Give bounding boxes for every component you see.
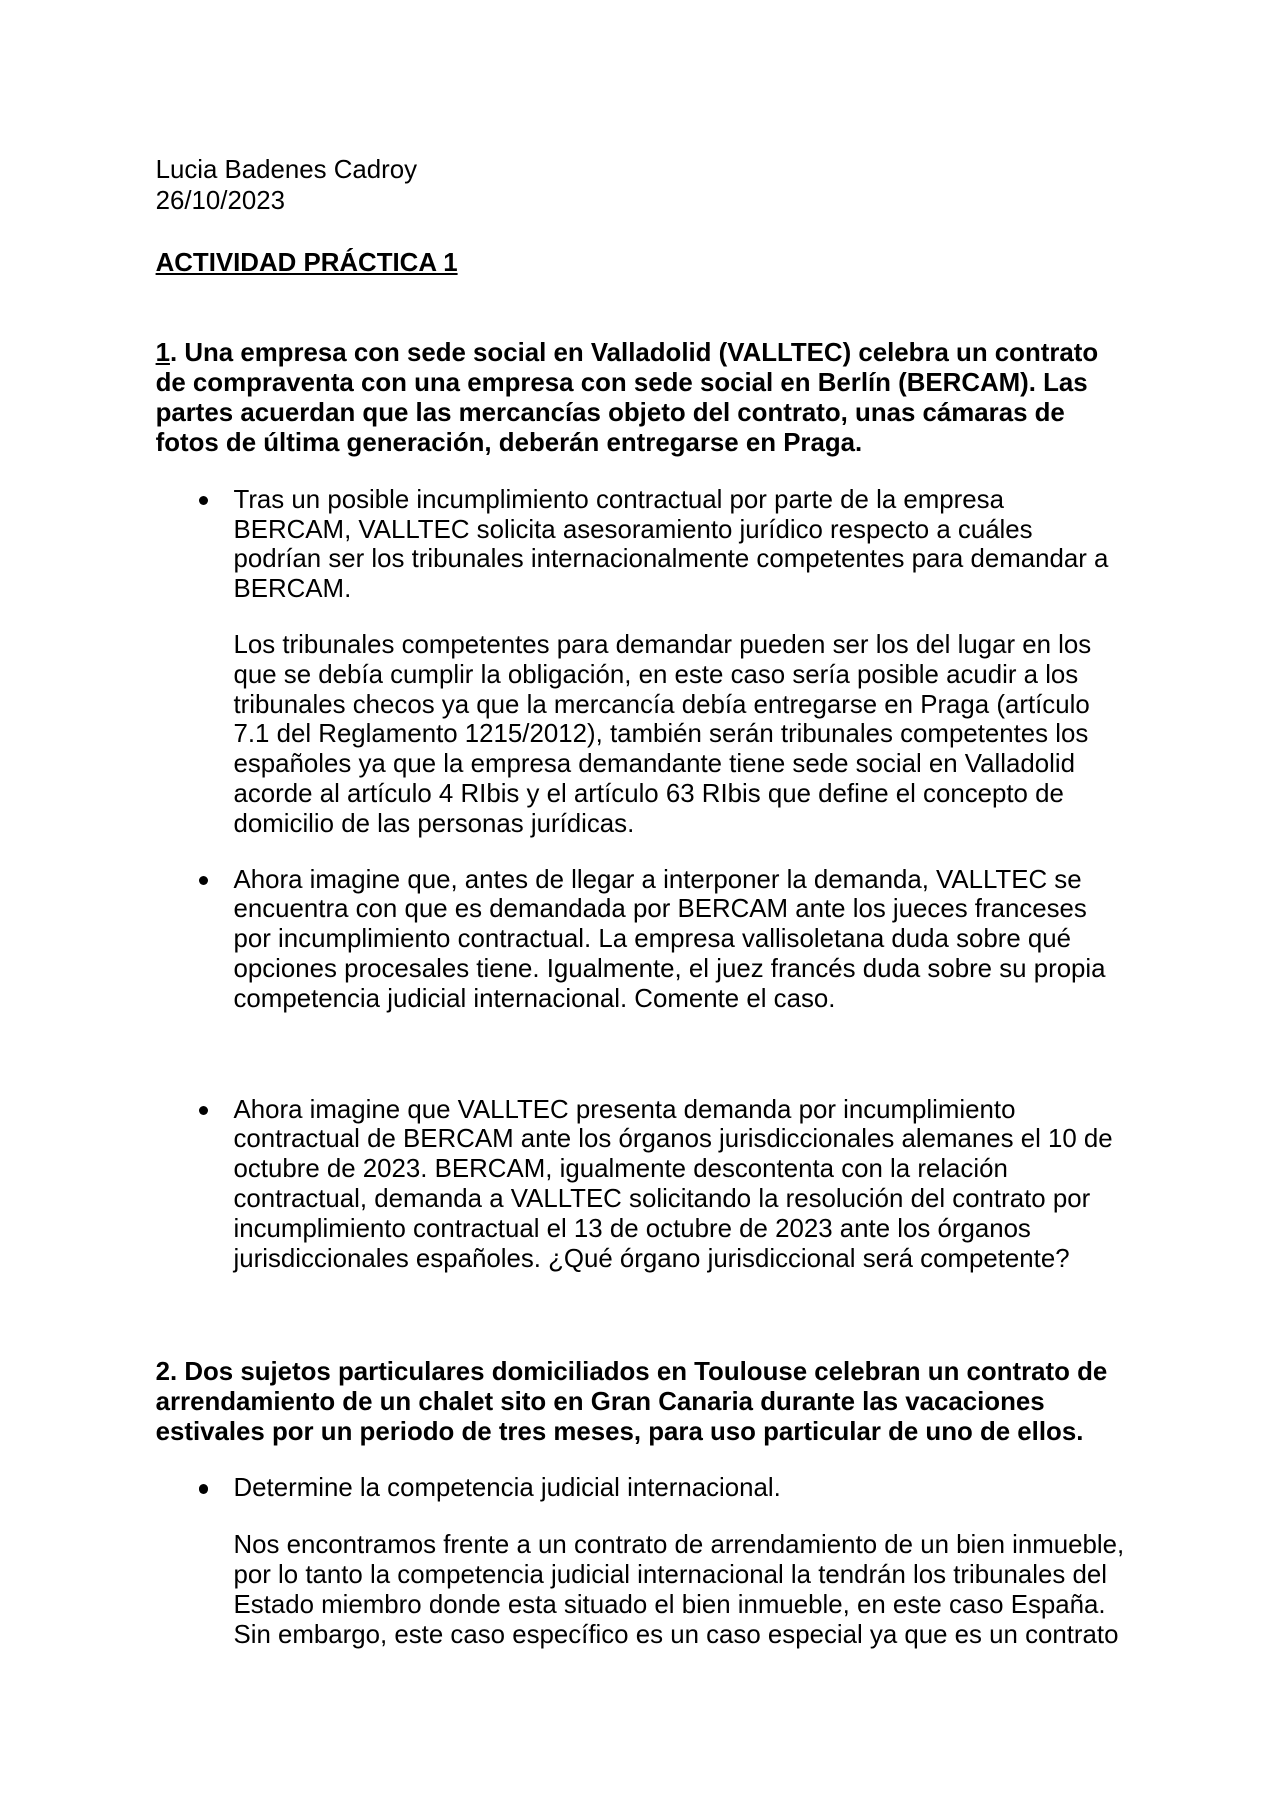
text-line: encuentra con que es demandada por BERCAM ante los jueces franceses: [233, 895, 1087, 924]
text-line: Nos encontramos frente a un contrato de arrendamiento de un bien inmueble,: [233, 1531, 1125, 1560]
text-line: españoles ya que la empresa demandante tiene sede social en Valladolid: [233, 750, 1075, 779]
question-2-statement: [156, 1358, 1108, 1448]
text-line: partes acuerdan que las mercancías objeto del contrato, unas cámaras de: [155, 399, 1065, 428]
bullet-icon: [199, 496, 208, 505]
text-line: ACTIVIDAD PRÁCTICA 1: [155, 248, 458, 277]
text-line: contractual de BERCAM ante los órganos jurisdiccionales alemanes el 10 de: [233, 1125, 1113, 1154]
text-line: Ahora imagine que, antes de llegar a interponer la demanda, VALLTEC se: [233, 865, 1082, 894]
bullet-icon: [199, 876, 208, 885]
text-line: fotos de última generación, deberán entregarse en Praga.: [155, 428, 863, 457]
text-line: Tras un posible incumplimiento contractual por parte de la empresa: [233, 485, 1004, 514]
text-line: estivales por un periodo de tres meses, para uso particular de uno de ellos.: [155, 1417, 1084, 1446]
bullet-icon: [199, 1484, 208, 1493]
text-line: incumplimiento contractual el 13 de octubre de 2023 ante los órganos: [233, 1214, 1031, 1243]
text-line: tribunales checos ya que la mercancía debía entregarse en Praga (artículo: [233, 690, 1090, 719]
bullet-icon: [199, 1106, 208, 1115]
text-line: opciones procesales tiene. Igualmente, el juez francés duda sobre su propia: [233, 955, 1106, 984]
author-name: [156, 156, 417, 186]
list-item: [234, 1474, 781, 1504]
text-line: 7.1 del Reglamento 1215/2012), también serán tribunales competentes los: [233, 720, 1089, 749]
list-item: [234, 1096, 1113, 1275]
text-line: por lo tanto la competencia judicial internacional la tendrán los tribunales del: [233, 1560, 1107, 1589]
text-line: que se debía cumplir la obligación, en este caso sería posible acudir a los: [233, 660, 1079, 689]
list-item: [234, 866, 1106, 1015]
answer-paragraph: [234, 631, 1092, 840]
text-line: por incumplimiento contractual. La empresa vallisoletana duda sobre qué: [233, 925, 1072, 954]
list-item: [234, 486, 1109, 605]
text-line: arrendamiento de un chalet sito en Gran Canaria durante las vacaciones: [155, 1387, 1045, 1416]
question-1-statement: [156, 339, 1099, 458]
text-line: 26/10/2023: [155, 186, 285, 215]
text-line: contractual, demanda a VALLTEC solicitando la resolución del contrato por: [233, 1185, 1091, 1214]
text-line: domicilio de las personas jurídicas.: [233, 809, 635, 838]
text-line: [156, 339, 1099, 369]
question-number: 1: [155, 339, 170, 368]
document-date: [156, 187, 285, 217]
text-line: BERCAM, VALLTEC solicita asesoramiento jurídico respecto a cuáles: [233, 515, 1033, 544]
text-line: podrían ser los tribunales internacionalmente competentes para demandar a: [233, 545, 1109, 574]
text-line: octubre de 2023. BERCAM, igualmente descontenta con la relación: [233, 1155, 1008, 1184]
document-title: [156, 249, 458, 279]
text-line: 2. Dos sujetos particulares domiciliados en Toulouse celebran un contrato de: [155, 1358, 1108, 1386]
text-line: Estado miembro donde esta situado el bien inmueble, en este caso España.: [233, 1590, 1106, 1619]
text-line: Determine la competencia judicial internacional.: [233, 1474, 781, 1503]
text-line: Lucia Badenes Cadroy: [155, 155, 418, 184]
text-line: jurisdiccionales españoles. ¿Qué órgano jurisdiccional será competente?: [233, 1244, 1070, 1273]
text-line: competencia judicial internacional. Comente el caso.: [233, 984, 836, 1013]
question-text: . Una empresa con sede social en Valladolid (VALLTEC) celebra un contrato: [169, 339, 1099, 368]
text-line: de compraventa con una empresa con sede social en Berlín (BERCAM). Las: [155, 369, 1088, 398]
answer-paragraph: [234, 1531, 1125, 1650]
text-line: Los tribunales competentes para demandar pueden ser los del lugar en los: [233, 630, 1092, 659]
text-line: acorde al artículo 4 RIbis y el artículo 63 RIbis que define el concepto de: [233, 780, 1064, 809]
text-line: Sin embargo, este caso específico es un caso especial ya que es un contrato: [233, 1620, 1119, 1649]
text-line: Ahora imagine que VALLTEC presenta demanda por incumplimiento: [233, 1095, 1016, 1124]
text-line: BERCAM.: [233, 575, 352, 604]
